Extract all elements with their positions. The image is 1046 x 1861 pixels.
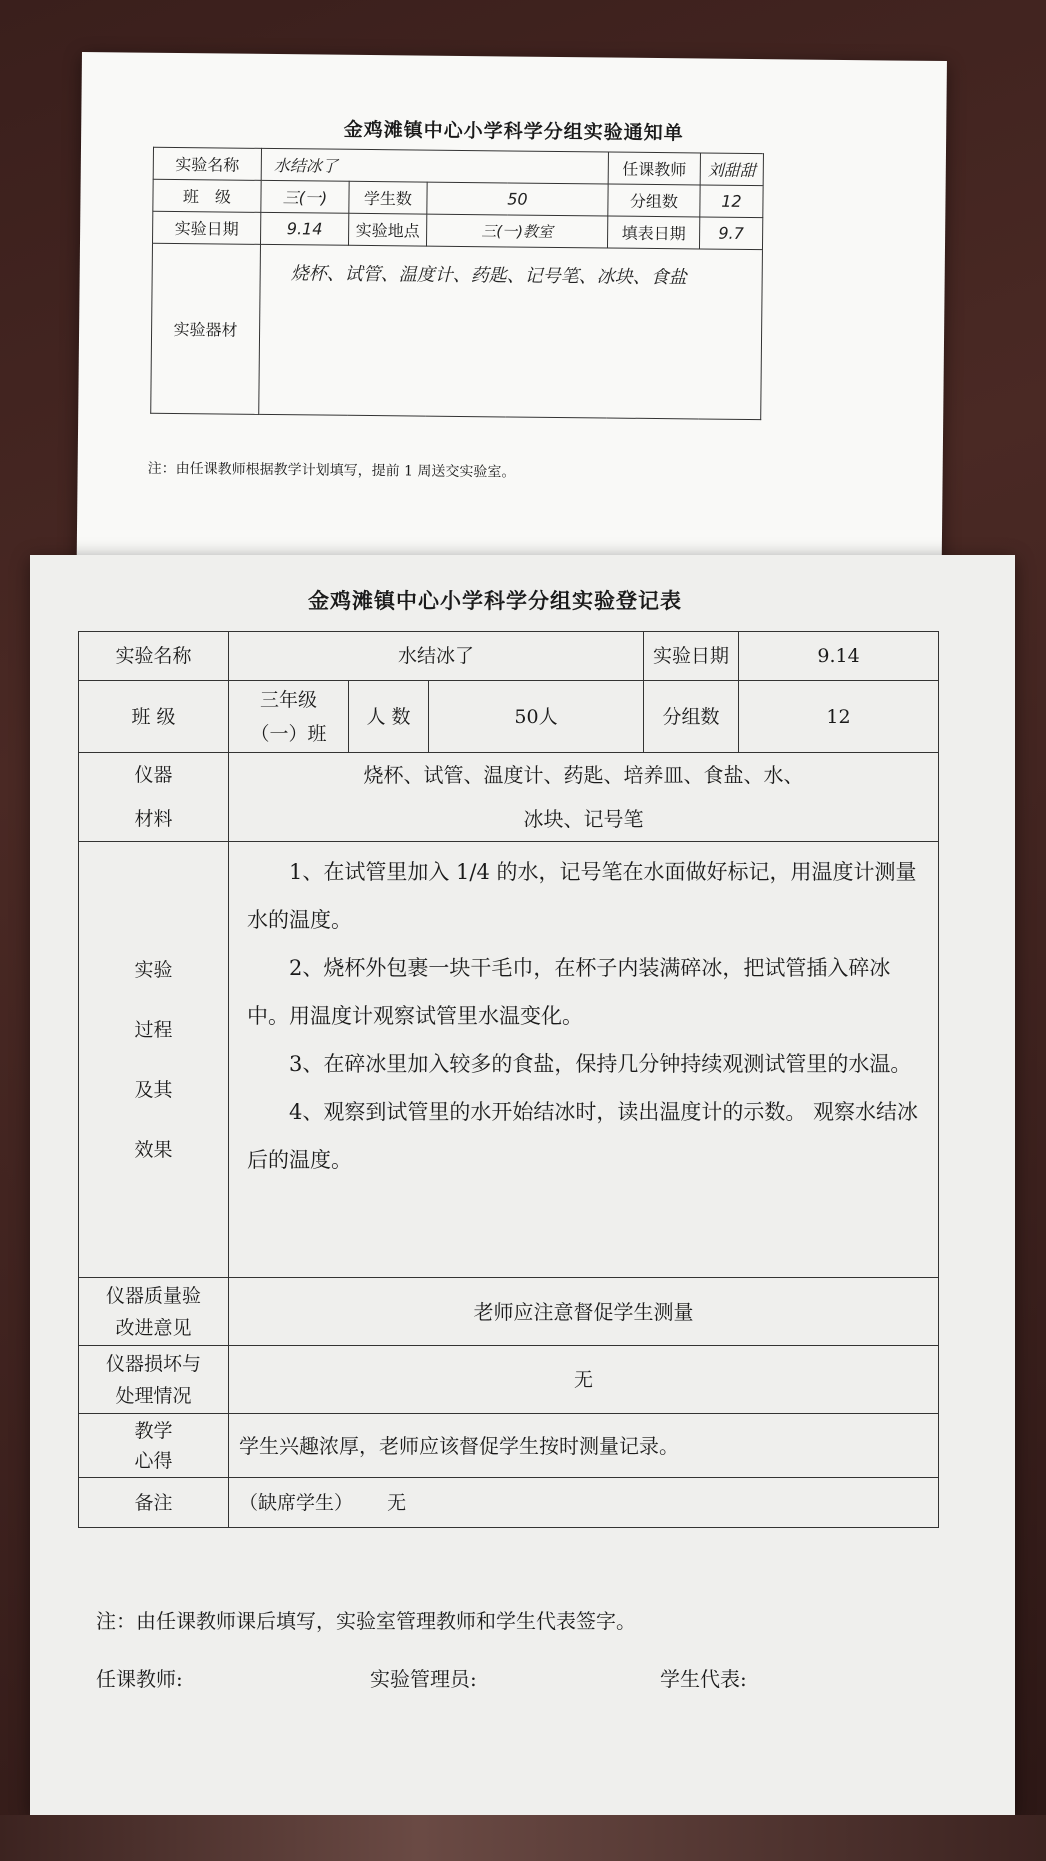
value-exp-date: 9.14: [739, 632, 939, 681]
value-process: [229, 842, 939, 1278]
value-materials-1: 烧杯、试管、温度计、药匙、培养皿、食盐、水、: [363, 763, 804, 787]
value-quality: 老师应注意督促学生测量: [229, 1278, 939, 1346]
value-groups: 12: [700, 185, 763, 218]
process-step: 3、在碎冰里加入较多的食盐，保持几分钟持续观测试管里的水温。: [289, 1052, 912, 1076]
label-teaching-1: 教学: [134, 1419, 173, 1442]
register-title: 金鸡滩镇中心小学科学分组实验登记表: [308, 589, 682, 613]
value-students: 50: [427, 182, 608, 216]
value-materials-2: 冰块、记号笔: [523, 807, 644, 831]
value-class-2: （一）班: [250, 722, 327, 745]
label-damage-2: 处理情况: [115, 1384, 192, 1407]
value-materials: [229, 753, 939, 842]
label-remarks: 备注: [79, 1478, 229, 1528]
label-process-1: 实验: [134, 958, 173, 981]
value-groups: 12: [739, 681, 939, 753]
value-class: 三(一): [261, 180, 349, 213]
label-quality: [79, 1278, 229, 1346]
value-fill-date: 9.7: [699, 217, 762, 250]
label-teaching: [79, 1414, 229, 1478]
notice-table: [150, 147, 764, 420]
label-exp-date: 实验日期: [153, 211, 261, 244]
label-process-4: 效果: [134, 1138, 173, 1161]
label-damage-1: 仪器损坏与: [105, 1352, 201, 1375]
label-groups: 分组数: [608, 184, 700, 217]
label-exp-name: 实验名称: [153, 147, 261, 180]
sign-admin: 实验管理员:: [370, 1667, 477, 1691]
remarks-value: 无: [387, 1491, 407, 1514]
register-note: 注：由任课教师课后填写，实验室管理教师和学生代表签字。: [96, 1609, 636, 1633]
value-class-1: 三年级: [259, 688, 317, 711]
label-class: 班 级: [79, 681, 229, 753]
label-groups: 分组数: [644, 681, 739, 753]
label-teaching-2: 心得: [134, 1449, 173, 1472]
value-class: [229, 681, 349, 753]
process-step: 1、在试管里加入 1/4 的水，记号笔在水面做好标记，用温度计测量水的温度。: [247, 860, 917, 932]
label-exp-date: 实验日期: [644, 632, 739, 681]
notice-sheet: [77, 52, 947, 581]
notice-note: 注：由任课教师根据教学计划填写，提前 1 周送交实验室。: [147, 460, 516, 481]
register-table: [78, 631, 939, 1528]
label-quality-1: 仪器质量验: [105, 1284, 201, 1307]
label-materials: [79, 753, 229, 842]
value-damage: 无: [229, 1346, 939, 1414]
label-count: 人 数: [349, 681, 429, 753]
label-exp-name: 实验名称: [79, 632, 229, 681]
label-equipment: 实验器材: [151, 243, 261, 414]
process-step: 4、观察到试管里的水开始结冰时，读出温度计的示数。 观察水结冰后的温度。: [247, 1100, 919, 1172]
label-students: 学生数: [349, 181, 427, 214]
label-process-3: 及其: [134, 1078, 173, 1101]
remarks-absent: （缺席学生）: [239, 1491, 354, 1514]
sign-teacher: 任课教师:: [96, 1667, 183, 1691]
label-teacher: 任课教师: [608, 152, 700, 185]
label-location: 实验地点: [348, 213, 426, 246]
value-teacher: 刘甜甜: [700, 153, 763, 186]
label-materials-2: 材料: [134, 808, 173, 830]
label-process-2: 过程: [134, 1018, 173, 1041]
value-exp-date: 9.14: [260, 212, 348, 245]
notice-title: 金鸡滩镇中心小学科学分组实验通知单: [343, 118, 684, 145]
value-location: 三(一)教室: [426, 214, 607, 248]
value-count: 50人: [429, 681, 644, 753]
value-equipment: 烧杯、试管、温度计、药匙、记号笔、冰块、食盐: [259, 244, 763, 419]
label-class: 班 级: [153, 179, 261, 212]
value-teaching: 学生兴趣浓厚，老师应该督促学生按时测量记录。: [229, 1414, 939, 1478]
sign-student: 学生代表:: [660, 1667, 747, 1691]
label-fill-date: 填表日期: [607, 216, 699, 249]
register-sheet: [30, 555, 1015, 1815]
label-damage: [79, 1346, 229, 1414]
value-exp-name: 水结冰了: [229, 632, 644, 681]
value-exp-name: 水结冰了: [261, 148, 608, 184]
label-process: [79, 842, 229, 1278]
value-remarks: [229, 1478, 939, 1528]
label-materials-1: 仪器: [134, 764, 173, 786]
label-quality-2: 改进意见: [115, 1316, 192, 1339]
process-step: 2、烧杯外包裹一块干毛巾，在杯子内装满碎冰，把试管插入碎冰中。用温度计观察试管里水温变化。: [247, 956, 891, 1028]
fabric-edge: [0, 1815, 1046, 1861]
